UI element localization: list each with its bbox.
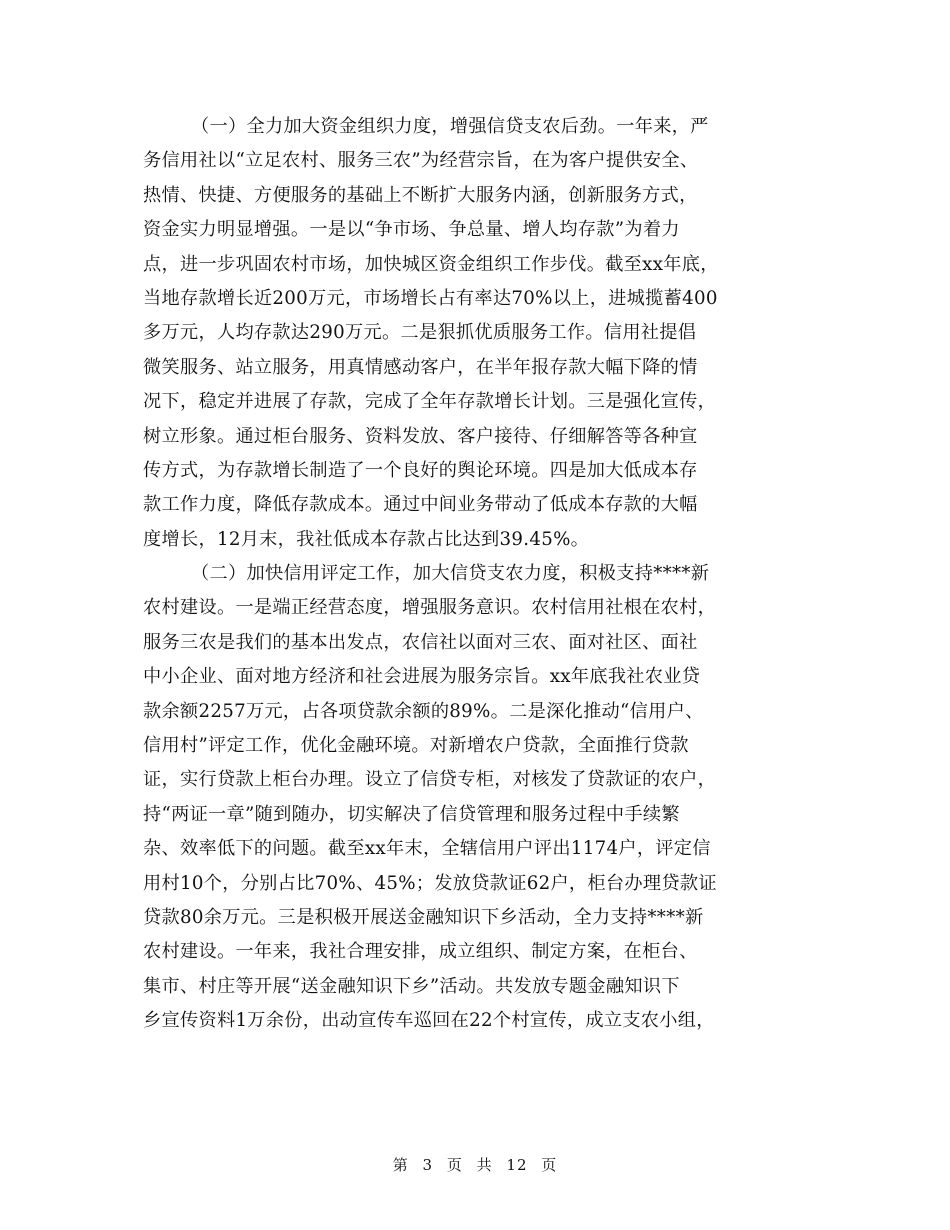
text-line: 农村建设。一年来，我社合理安排，成立组织、制定方案，在柜台、: [143, 941, 698, 963]
text-line: 贷款80余万元。三是积极开展送金融知识下乡活动，全力支持****新: [143, 906, 704, 928]
text-line: 服务三农是我们的基本出发点，农信社以面对三农、面对社区、面社: [143, 631, 698, 653]
text-line: （二）加快信用评定工作，加大信贷支农力度，积极支持****新: [191, 563, 710, 585]
footer-page-number: 3: [422, 1156, 434, 1174]
text-line: 用村10个，分别占比70%、45%；发放贷款证62户，柜台办理贷款证: [143, 872, 717, 894]
text-line: 多万元，人均存款达290万元。二是狠抓优质服务工作。信用社提倡: [143, 322, 697, 344]
text-line: 乡宣传资料1万余份，出动宣传车巡回在22个村宣传，成立支农小组，: [143, 1010, 715, 1032]
text-line: 资金实力明显增强。一是以“争市场、争总量、增人均存款”为着力: [143, 219, 680, 241]
footer-gong: 共: [476, 1156, 493, 1174]
text-line: 农村建设。一是端正经营态度，增强服务意识。农村信用社根在农村，: [143, 597, 717, 619]
text-line: （一）全力加大资金组织力度，增强信贷支农后劲。一年来，严: [191, 116, 709, 137]
text-line: 款余额2257万元，占各项贷款余额的89%。二是深化推动“信用户、: [143, 700, 704, 722]
text-line: 树立形象。通过柜台服务、资料发放、客户接待、仔细解答等各种宣: [143, 425, 698, 447]
text-line: 持“两证一章”随到随办，切实解决了信贷管理和服务过程中手续繁: [143, 803, 680, 825]
footer-total-pages: 12: [506, 1156, 528, 1174]
text-line: 当地存款增长近200万元，市场增长占有率达70%以上，进城揽蓄400: [143, 287, 718, 309]
text-line: 况下，稳定并进展了存款，完成了全年存款增长计划。三是强化宣传，: [143, 391, 717, 413]
footer-ye: 页: [446, 1156, 463, 1174]
footer-di: 第: [392, 1156, 409, 1174]
text-line: 款工作力度，降低存款成本。通过中间业务带动了低成本存款的大幅: [143, 494, 698, 516]
footer-ye-end: 页: [541, 1156, 558, 1174]
text-line: 热情、快捷、方便服务的基础上不断扩大服务内涵，创新服务方式，: [143, 184, 698, 206]
page-footer: [0, 1154, 950, 1175]
text-line: 集市、村庄等开展“送金融知识下乡”活动。共发放专题金融知识下: [143, 975, 680, 997]
text-line: 务信用社以“立足农村、服务三农”为经营宗旨，在为客户提供安全、: [143, 150, 699, 172]
text-line: 度增长，12月末，我社低成本存款占比达到39.45%。: [143, 528, 590, 550]
text-line: 中小企业、面对地方经济和社会进展为服务宗旨。xx年底我社农业贷: [143, 666, 701, 688]
text-line: 杂、效率低下的问题。截至xx年末，全辖信用户评出1174户，评定信: [143, 838, 711, 860]
text-line: 传方式，为存款增长制造了一个良好的舆论环境。四是加大低成本存: [143, 459, 698, 481]
body-text: [143, 110, 808, 1039]
text-line: 点，进一步巩固农村市场，加快城区资金组织工作步伐。截至xx年底，: [143, 253, 719, 275]
text-line: 证，实行贷款上柜台办理。设立了信贷专柜，对核发了贷款证的农户，: [143, 769, 717, 791]
text-line: 信用村”评定工作，优化金融环境。对新增农户贷款，全面推行贷款: [143, 735, 689, 757]
text-line: 微笑服务、站立服务，用真情感动客户，在半年报存款大幅下降的情: [143, 356, 698, 378]
